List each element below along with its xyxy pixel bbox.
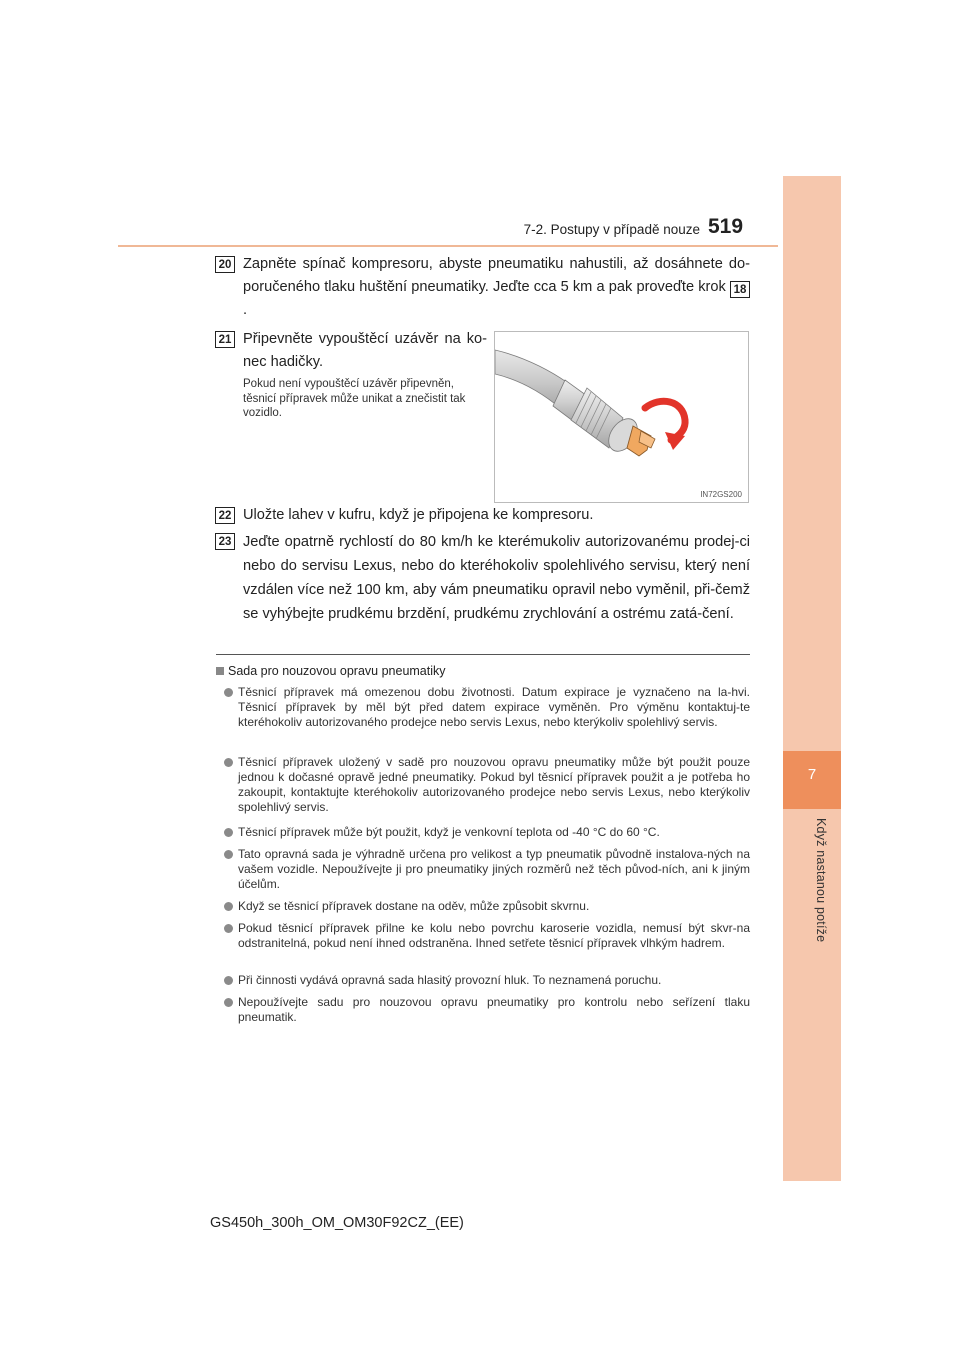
note-item: Těsnicí přípravek má omezenou dobu životnosti. Datum expirace je vyznačeno na la-hvi. Těsnicí přípravek by měl být před datem expirace vyměněn. Pro výměnu kontaktuj-te kteréhokoliv autorizovaného prodejce nebo servis Lexus, nebo kterýkoliv spolehlivý servis. [226,685,750,730]
section-title: 7-2. Postupy v případě nouze [523,222,700,237]
document-code: GS450h_300h_OM_OM30F92CZ_(EE) [210,1215,464,1231]
note-item: Pokud těsnicí přípravek přilne ke kolu nebo povrchu karoserie vozidla, nemusí být skvr-na odstranitelná, pokud není ihned odstraněna. Ihned setřete těsnicí přípravek vlhkým hadrem. [226,921,750,951]
note-item: Těsnicí přípravek může být použit, když je venkovní teplota od -40 °C do 60 °C. [226,825,750,840]
figure-code: IN72GS200 [700,490,742,499]
chapter-number: 7 [807,766,817,783]
bullet-icon [224,998,233,1007]
chapter-side-tab [783,176,841,1181]
step-ref-18[interactable]: 18 [730,281,750,298]
step-22-text: Uložte lahev v kufru, když je připojena ke kompresoru. [243,507,594,523]
notes-divider [216,654,750,655]
note-item: Když se těsnicí přípravek dostane na oděv, může způsobit skvrnu. [226,899,750,914]
step-21-text: Připevněte vypouštěcí uzávěr na ko-nec hadičky. [243,331,487,370]
step-21-note: Pokud není vypouštěcí uzávěr připevněn, těsnicí přípravek může unikat a znečistit tak vozidlo. [243,378,466,419]
notes-heading-text: Sada pro nouzovou opravu pneumatiky [228,664,446,678]
chapter-title: Když nastanou potíže [814,818,828,943]
note-item: Nepoužívejte sadu pro nouzovou opravu pneumatiky pro kontrolu nebo seřízení tlaku pneumatik. [226,995,750,1025]
step-number-20: 20 [215,256,235,273]
bullet-icon [224,688,233,697]
step-20-end: . [243,302,248,318]
page-number: 519 [708,215,744,238]
note-item: Těsnicí přípravek uložený v sadě pro nouzovou opravu pneumatiky může být použit pouze jednou k dočasné opravě jedné pneumatiky. Pokud byl těsnicí přípravek použit a je potřeba ho zakoupit, kontaktujte kteréhokoliv autorizovaného prodejce nebo servis Lexus, nebo kterýkoliv spolehlivý servis. [226,755,750,815]
step-number-21: 21 [215,331,235,348]
bullet-icon [224,850,233,859]
bullet-icon [224,924,233,933]
notes-heading [216,664,446,678]
step-number-22: 22 [215,507,235,524]
bullet-icon [224,902,233,911]
header-divider [118,245,778,247]
step-20-body: Zapněte spínač kompresoru, abyste pneumatiku nahustili, až dosáhnete do-poručeného tlaku huštění pneumatiky. Jeďte cca 5 km a pak proveďte krok [243,256,750,295]
step-20-text [243,253,750,322]
drain-cap-figure [494,331,749,503]
bullet-icon [224,828,233,837]
bullet-icon [224,976,233,985]
step-number-23: 23 [215,533,235,550]
bullet-icon [224,758,233,767]
step-23-text: Jeďte opatrně rychlostí do 80 km/h ke kterémukoliv autorizovanému prodej-ci nebo do servisu Lexus, nebo do kteréhokoliv spolehlivého servisu, který není vzdálen více než 100 km, aby vám pneumatiku opravil nebo vyměnil, při-čemž se vyhýbejte prudkému brzdění, prudkému zrychlování a ostrému zatá-čení. [243,534,750,622]
square-bullet-icon [216,667,224,675]
hose-cap-illustration [495,332,748,502]
note-item: Tato opravná sada je výhradně určena pro velikost a typ pneumatik původně instalova-ných na vašem vozidle. Nepoužívejte ji pro pneumatiky jiných rozměrů než těch původ-ních, ani k jiným účelům. [226,847,750,892]
note-item: Při činnosti vydává opravná sada hlasitý provozní hluk. To neznamená poruchu. [226,973,750,988]
